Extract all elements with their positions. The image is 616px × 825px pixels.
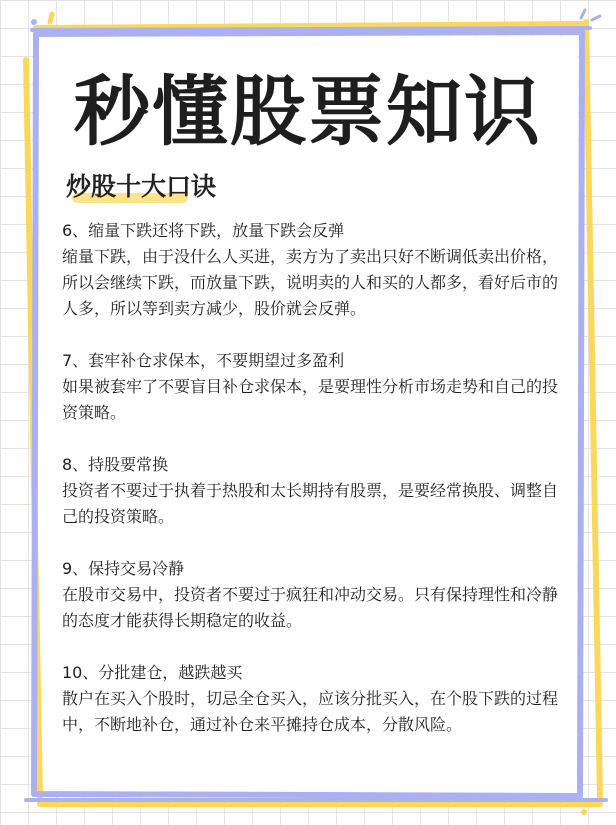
content-list bbox=[62, 218, 562, 764]
decor-dot bbox=[31, 19, 37, 25]
decor-dot bbox=[581, 809, 587, 815]
section-body: 散户在买入个股时，切忌全仓买入，应该分批买入，在个股下跌的过程中，不断地补仓，通过补仓来平摊持仓成本，分散风险。 bbox=[62, 689, 559, 734]
page-subtitle: 炒股十大口诀 bbox=[66, 172, 217, 201]
section-heading: 6、缩量下跌还将下跌，放量下跌会反弹 bbox=[62, 221, 345, 240]
list-item bbox=[62, 218, 562, 322]
list-item bbox=[62, 452, 562, 530]
purple-frame-top-overshoot bbox=[32, 28, 590, 30]
list-item bbox=[62, 348, 562, 426]
section-heading: 10、分批建仓，越跌越买 bbox=[62, 663, 243, 682]
section-heading: 7、套牢补仓求保本，不要期望过多盈利 bbox=[62, 351, 345, 370]
yellow-frame-right bbox=[586, 22, 600, 800]
yellow-tick-top bbox=[50, 14, 52, 22]
section-body: 在股市交易中，投资者不要过于疯狂和冲动交易。只有保持理性和冷静的态度才能获得长期稳定的收益。 bbox=[62, 585, 559, 630]
sparkle-mark bbox=[592, 16, 600, 20]
section-heading: 8、持股要常换 bbox=[62, 455, 169, 474]
list-item bbox=[62, 660, 562, 738]
sparkle-mark bbox=[581, 10, 585, 18]
section-body: 如果被套牢了不要盲目补仓求保本，是要理性分析市场走势和自己的投资策略。 bbox=[62, 377, 559, 422]
section-body: 缩量下跌，由于没什么人买进，卖方为了卖出只好不断调低卖出价格，所以会继续下跌，而放量下跌，说明卖的人和买的人都多，看好后市的人多，所以等到卖方减少，股价就会反弹。 bbox=[62, 247, 559, 318]
section-heading: 9、保持交易冷静 bbox=[62, 559, 185, 578]
yellow-frame-top bbox=[36, 24, 584, 28]
list-item bbox=[62, 556, 562, 634]
page-title: 秒懂股票知识 bbox=[74, 67, 542, 156]
section-body: 投资者不要过于执着于热股和太长期持有股票，是要经常换股、调整自己的投资策略。 bbox=[62, 481, 559, 526]
